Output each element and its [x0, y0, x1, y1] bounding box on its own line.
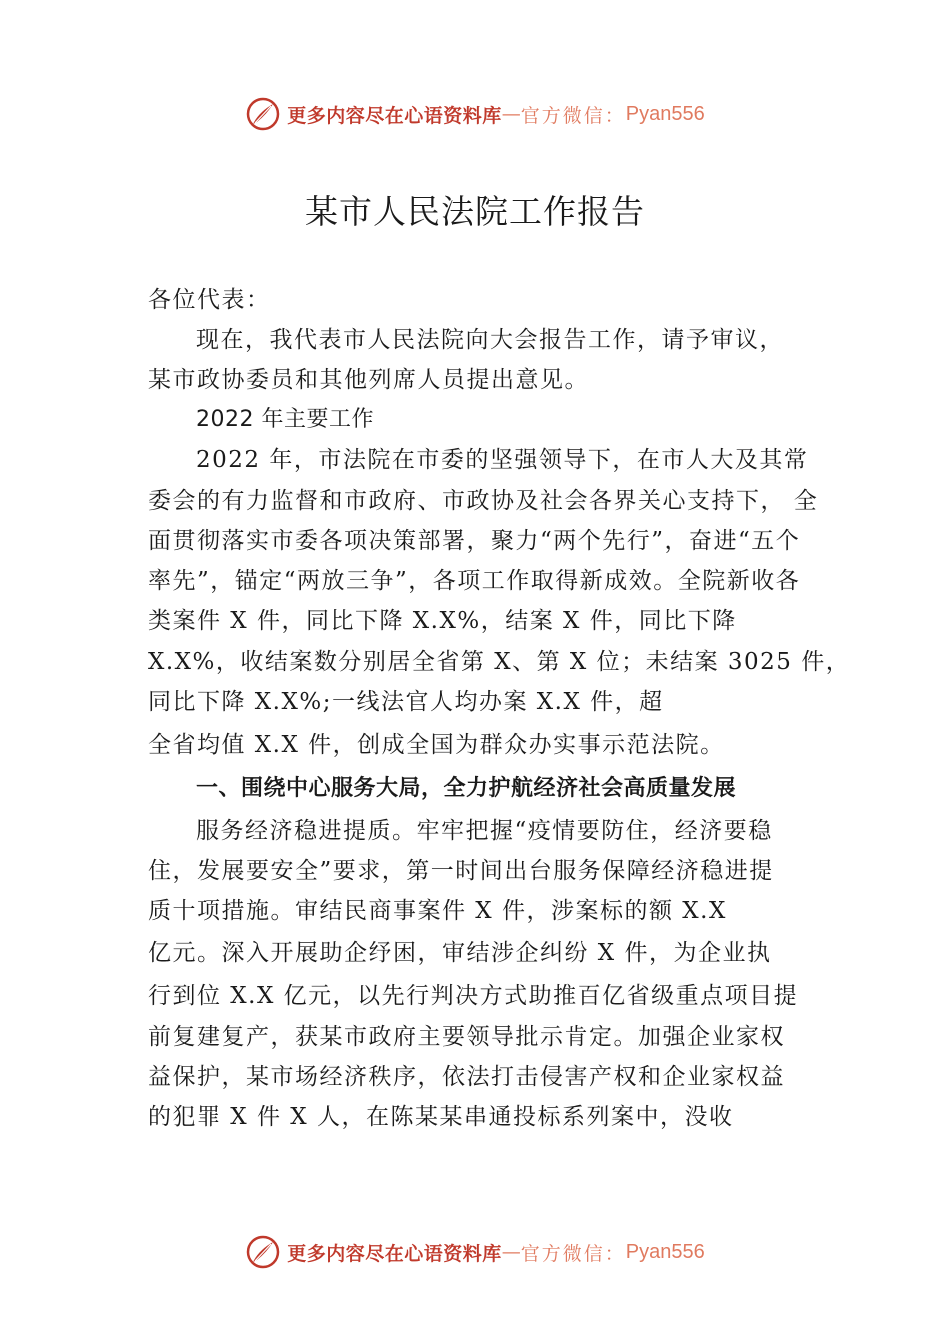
body-line: 亿元。深入开展助企纾困，审结涉企纠纷 X 件，为企业执 [148, 940, 772, 966]
banner-sub-text: 官方微信： [520, 104, 626, 127]
banner-main-text: 更多内容尽在心语资料库 [287, 1242, 502, 1265]
quill-logo-icon [245, 96, 281, 132]
quill-logo-icon [245, 1234, 281, 1270]
body-line: 前复建复产，获某市政府主要领导批示肯定。加强企业家权 [148, 1024, 785, 1050]
body-line: 2022 年，市法院在市委的坚强领导下，在市人大及其常 [196, 447, 809, 473]
body-line: 的犯罪 X 件 X 人，在陈某某串通投标系列案中，没收 [148, 1104, 734, 1130]
section-heading: 一、围绕中心服务大局，全力护航经济社会高质量发展 [196, 776, 737, 801]
body-line: X.X%，收结案数分别居全省第 X、第 X 位；未结案 3025 件， [148, 649, 851, 675]
body-line: 类案件 X 件，同比下降 X.X%，结案 X 件，同比下降 [148, 608, 737, 634]
banner-main-text: 更多内容尽在心语资料库 [287, 104, 502, 127]
body-line: 服务经济稳进提质。牢牢把握“疫情要防住，经济要稳 [196, 818, 773, 844]
body-line: 委会的有力监督和市政府、市政协及社会各界关心支持下， 全 [148, 488, 819, 514]
body-line: 住，发展要安全”要求，第一时间出台服务保障经济稳进提 [148, 858, 774, 884]
body-line: 益保护，某市场经济秩序，依法打击侵害产权和企业家权益 [148, 1064, 785, 1090]
banner-dash: — [501, 103, 521, 125]
body-line: 全省均值 X.X 件，创成全国为群众办实事示范法院。 [148, 732, 725, 758]
body-line: 面贯彻落实市委各项决策部署，聚力“两个先行”，奋进“五个 [148, 528, 801, 554]
body-line: 率先”，锚定“两放三争”，各项工作取得新成效。全院新收各 [148, 568, 801, 594]
document-title: 某市人民法院工作报告 [305, 192, 645, 231]
body-line: 同比下降 X.X%;一线法官人均办案 X.X 件，超 [148, 689, 664, 715]
banner-dash: — [501, 1241, 521, 1263]
header-banner [0, 92, 950, 136]
body-line: 某市政协委员和其他列席人员提出意见。 [148, 367, 589, 393]
body-line: 现在，我代表市人民法院向大会报告工作，请予审议， [196, 327, 784, 353]
banner-wechat-id: Pyan556 [625, 1240, 705, 1263]
banner-wechat-id: Pyan556 [625, 102, 705, 125]
body-line: 质十项措施。审结民商事案件 X 件，涉案标的额 X.X [148, 898, 727, 924]
salutation: 各位代表： [148, 287, 271, 313]
footer-banner [0, 1230, 950, 1274]
body-line: 行到位 X.X 亿元，以先行判决方式助推百亿省级重点项目提 [148, 983, 799, 1009]
section-heading: 2022 年主要工作 [196, 407, 374, 432]
banner-sub-text: 官方微信： [520, 1242, 626, 1265]
